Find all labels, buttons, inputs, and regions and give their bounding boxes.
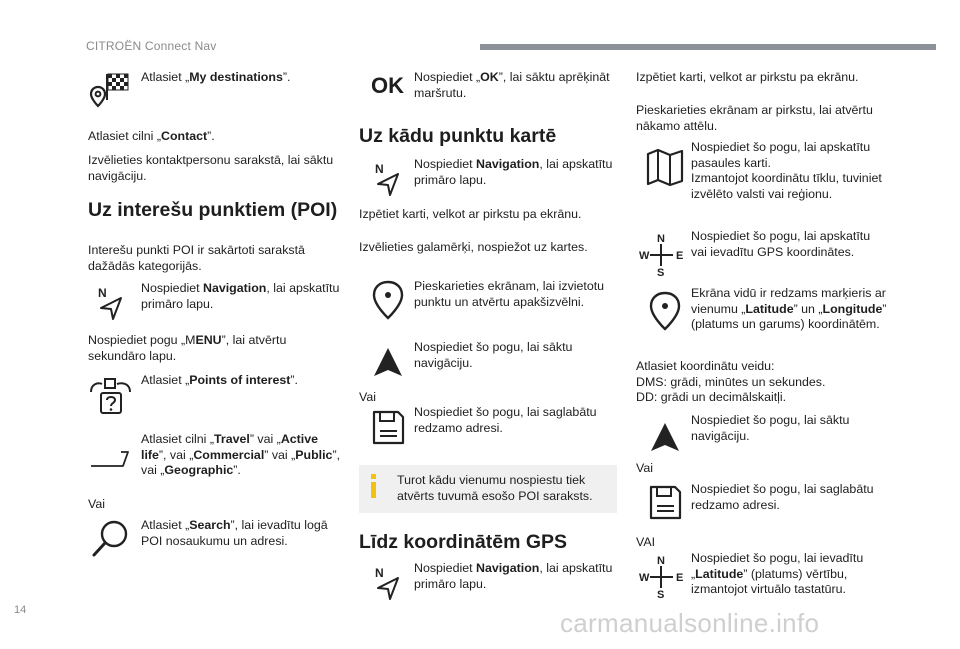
compass-w-glyph: W <box>639 250 650 262</box>
text-line: Atlasiet koordinātu veidu: <box>636 359 775 373</box>
text-part: ”. <box>290 373 298 387</box>
map-pin-icon <box>642 288 688 334</box>
search-select-text <box>141 518 346 549</box>
text-part: ”, lai sāktu aprēķināt maršrutu. <box>414 70 610 100</box>
enter-lat-text <box>691 551 888 598</box>
touch-screen-text: Pieskarieties ekrānam, lai izvietotu punktu un atvērtu apakšizvēlni. <box>414 279 605 309</box>
ok-row <box>359 68 617 108</box>
text-line: DD: grādi un decimālskaitļi. <box>636 390 787 405</box>
save-addr-row <box>359 405 617 451</box>
start-nav-text: Nospiediet šo pogu, lai sāktu navigāciju. <box>414 340 573 370</box>
compass-n-glyph: N <box>375 162 384 176</box>
or-text: Vai <box>88 497 105 511</box>
navigation-row <box>88 281 346 325</box>
map-pin-icon <box>365 277 411 323</box>
compass-e-glyph: E <box>676 250 684 262</box>
contact-tab-text <box>88 129 346 145</box>
header-title: CITROËN Connect Nav <box>86 39 217 53</box>
compass-cross-icon <box>638 231 684 277</box>
text-bold: Public <box>295 447 333 462</box>
text-part: ” (platums un garums) koordinātēm. <box>691 301 887 332</box>
text-bold: Latitude <box>695 566 744 581</box>
text-part: ”. <box>233 463 241 478</box>
text-bold: OK <box>480 70 499 84</box>
text-bold: My destinations <box>189 70 283 84</box>
text-part: Atlasiet „ <box>141 373 190 387</box>
marker-text <box>691 286 888 333</box>
text-part: , lai apskatītu primāro lapu. <box>414 157 613 187</box>
save-disk-icon <box>642 480 688 526</box>
navigation-text <box>141 281 346 312</box>
navigation-row-3 <box>359 561 617 605</box>
text-bold: ENU <box>195 333 222 347</box>
start-nav-text: Nospiediet šo pogu, lai sāktu navigāciju. <box>691 413 850 443</box>
text-part: Atlasiet „ <box>141 70 190 84</box>
text-bold: Navigation <box>203 281 267 295</box>
text-part: Nospiediet šo pogu, lai ievadītu „ <box>691 551 864 581</box>
tab-bar-icon <box>88 438 134 484</box>
tabs-select-text <box>141 432 346 479</box>
marker-row <box>636 286 888 336</box>
compass-e-glyph: E <box>676 572 684 584</box>
text-part: ”. <box>207 129 215 143</box>
compass-cross-icon <box>638 553 684 599</box>
poi-select-text <box>141 373 346 389</box>
start-navigation-icon <box>365 340 411 386</box>
watermark: carmanualsonline.info <box>560 608 820 638</box>
text-bold: Points of interest <box>189 373 291 387</box>
text-bold: Contact <box>161 129 208 143</box>
text-part: Ekrāna vidū ir redzams marķieris ar vienumu „ <box>691 286 886 316</box>
navigation-text <box>414 157 617 188</box>
text-bold: Search <box>189 518 231 532</box>
text-bold: Longitude <box>822 301 883 316</box>
start-nav-row <box>636 413 888 457</box>
save-addr-text: Nospiediet šo pogu, lai saglabātu redzamo adresi. <box>414 405 597 435</box>
text-line: DMS: grādi, minūtes un sekundes. <box>636 374 826 389</box>
compass-s-glyph: S <box>657 267 665 277</box>
poi-select-row <box>88 370 346 416</box>
text-part: Atlasiet „ <box>141 518 190 532</box>
navigation-arrow-icon <box>365 561 411 607</box>
text-bold: Geographic <box>164 463 234 478</box>
text-bold: Travel <box>214 432 250 446</box>
text-bold: Navigation <box>476 561 540 575</box>
text-part: Atlasiet cilni „ <box>141 432 214 446</box>
choose-dest-text: Izvēlieties galamērķi, nospiežot uz kartes. <box>359 240 588 254</box>
start-navigation-icon <box>642 415 688 461</box>
compass-w-glyph: W <box>639 572 650 584</box>
header-bar <box>480 44 936 50</box>
text-part: ”, vai „ <box>141 447 341 478</box>
compass-n-glyph: N <box>657 555 665 567</box>
contact-select-text: Izvēlieties kontaktpersonu sarakstā, lai sāktu navigāciju. <box>88 153 334 183</box>
navigation-arrow-icon <box>88 281 134 327</box>
text-part: Nospiediet „ <box>414 70 481 84</box>
touch-screen-row <box>359 277 617 323</box>
map-heading: Uz kādu punktu kartē <box>359 125 557 147</box>
or-text: Vai <box>359 390 376 404</box>
ok-text <box>414 70 617 101</box>
explore-map-text: Izpētiet karti, velkot ar pirkstu pa ekrānu. <box>636 70 859 84</box>
world-map-row <box>636 140 888 200</box>
compass-n-glyph: N <box>375 566 384 580</box>
info-note-text: Turot kādu vienumu nospiestu tiek atvērts tuvumā esošo POI saraksts. <box>397 473 593 503</box>
text-line: Nospiediet šo pogu, lai apskatītu pasaules karti. <box>691 140 871 170</box>
info-icon <box>371 474 376 498</box>
navigation-row-2 <box>359 157 617 201</box>
text-part: ” vai „ <box>264 447 296 462</box>
text-part: Nospiediet pogu „M <box>88 333 196 347</box>
gps-coords-text: Nospiediet šo pogu, lai apskatītu vai ievadītu GPS koordinātes. <box>691 229 871 259</box>
text-part: ” (platums) vērtību, izmantojot virtuālo tastatūru. <box>691 566 848 597</box>
navigation-text <box>414 561 617 592</box>
info-note-box <box>359 465 617 513</box>
poi-heading: Uz interešu punktiem (POI) <box>88 199 338 221</box>
explore-map-text: Izpētiet karti, velkot ar pirkstu pa ekrānu. <box>359 207 582 221</box>
text-bold: Commercial <box>193 447 265 462</box>
text-part: Nospiediet <box>414 561 476 575</box>
text-part: ”, lai ievadītu logā POI nosaukumu un adresi. <box>141 518 328 548</box>
magnifier-icon <box>88 516 134 562</box>
ok-label: OK <box>371 73 404 98</box>
text-line: Izmantojot koordinātu tīklu, tuviniet izvēlēto valsti vai reģionu. <box>691 171 882 201</box>
save-addr-row <box>636 480 888 526</box>
compass-s-glyph: S <box>657 589 665 599</box>
text-part: , lai apskatītu primāro lapu. <box>141 281 340 311</box>
search-select-row <box>88 516 346 562</box>
menu-press-text <box>88 333 346 364</box>
compass-n-glyph: N <box>98 286 107 300</box>
start-nav-row <box>359 338 617 382</box>
or-caps-text: VAI <box>636 535 656 549</box>
text-part: ”. <box>282 70 291 84</box>
page-number: 14 <box>14 604 27 616</box>
world-map-icon <box>642 145 688 191</box>
text-part: ” un „ <box>793 301 823 316</box>
navigation-arrow-icon <box>365 157 411 203</box>
text-part: ” vai „ <box>249 432 281 446</box>
touch-screen-text: Pieskarieties ekrānam ar pirkstu, lai atvērtu nākamo attēlu. <box>636 103 873 133</box>
save-disk-icon <box>365 405 411 451</box>
gps-coords-row <box>636 229 888 279</box>
compass-n-glyph: N <box>657 233 665 245</box>
text-bold: Latitude <box>745 301 794 316</box>
enter-lat-row <box>636 551 888 601</box>
text-part: ”, lai atvērtu sekundāro lapu. <box>88 333 287 363</box>
text-bold: Navigation <box>476 157 540 171</box>
save-addr-text: Nospiediet šo pogu, lai saglabātu redzamo adresi. <box>691 482 874 512</box>
text-part: ”, vai „ <box>158 447 194 462</box>
coord-type-block <box>636 359 888 406</box>
my-destinations-text <box>141 70 346 86</box>
text-part: , lai apskatītu primāro lapu. <box>414 561 613 591</box>
or-text: Vai <box>636 461 653 475</box>
tabs-select-row <box>88 432 346 482</box>
world-map-text <box>691 140 888 202</box>
text-part: Atlasiet cilni „ <box>88 129 161 143</box>
gps-heading: Līdz koordinātēm GPS <box>359 531 568 553</box>
text-part: Nospiediet <box>141 281 203 295</box>
text-bold: Active life <box>141 432 319 462</box>
my-destinations-row <box>88 70 346 116</box>
poi-question-icon <box>88 370 134 416</box>
poi-intro-text: Interešu punkti POI ir sakārtoti sarakstā dažādās kategorijās. <box>88 243 305 273</box>
checkered-flag-icon <box>88 70 134 116</box>
text-part: Nospiediet <box>414 157 476 171</box>
